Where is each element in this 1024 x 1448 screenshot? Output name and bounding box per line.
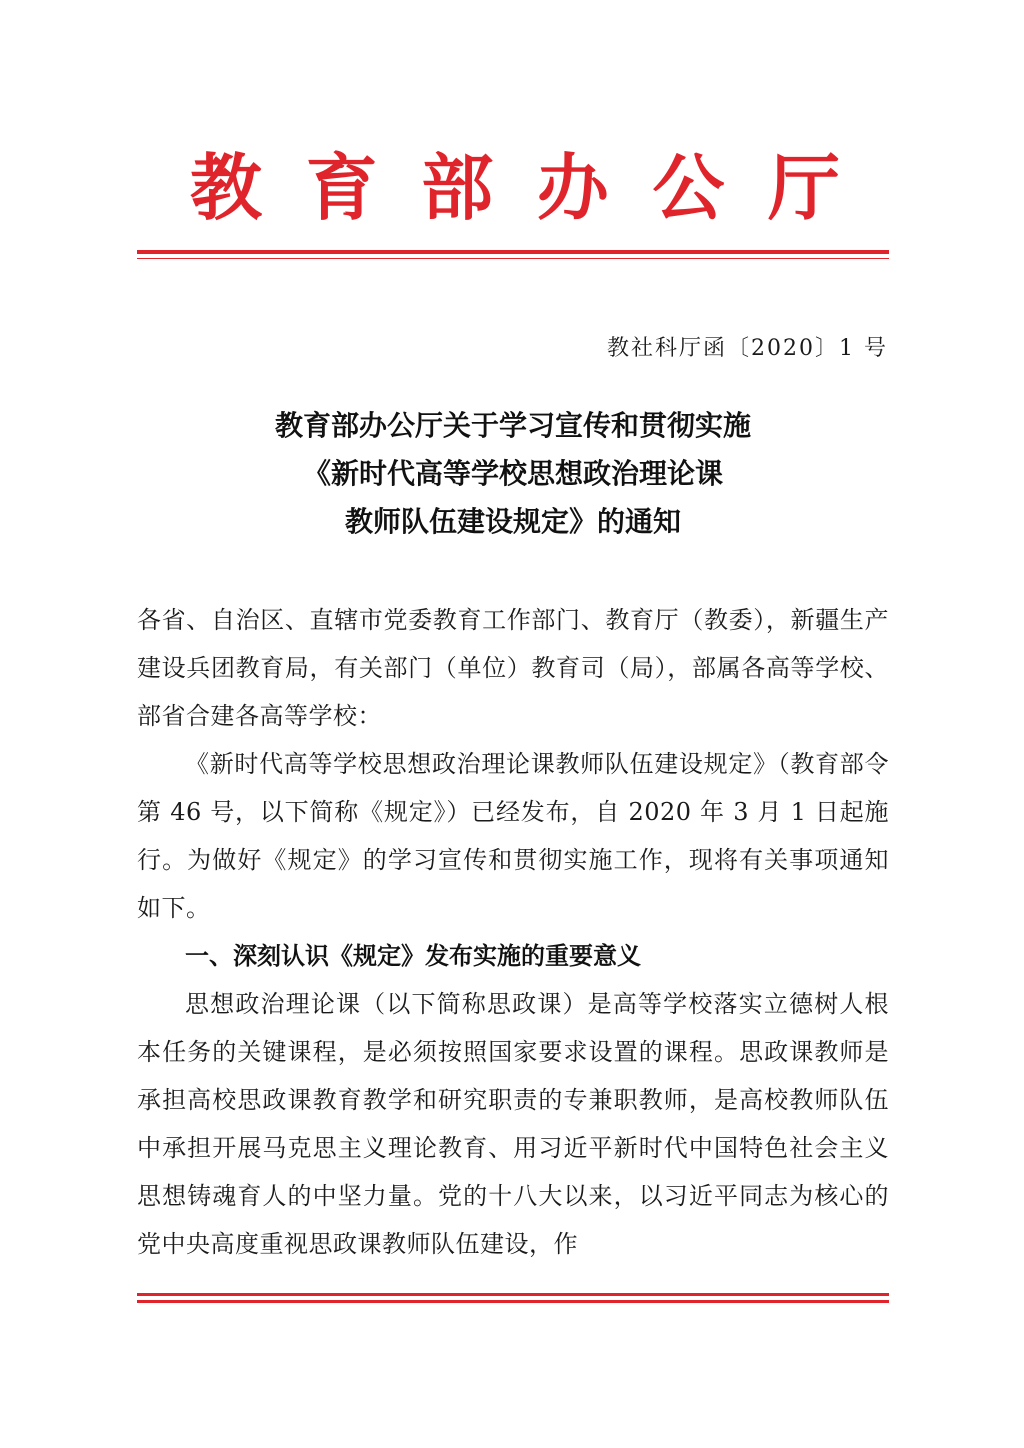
masthead-char: 公 [652, 146, 725, 230]
masthead [190, 148, 840, 228]
document-title [137, 402, 889, 546]
masthead-red-rule-thick [137, 250, 889, 254]
masthead-char: 部 [421, 146, 494, 230]
document-number: 教社科厅函〔2020〕1 号 [607, 336, 888, 361]
masthead-char: 厅 [767, 146, 840, 230]
masthead-char: 教 [190, 146, 263, 230]
document-body [137, 596, 889, 1268]
intro-paragraph: 《新时代高等学校思想政治理论课教师队伍建设规定》（教育部令第 46 号，以下简称《规定》）已经发布，自 2020 年 3 月 1 日起施行。为做好《规定》的学习宣传和贯彻实施工作，现将有关事项通知如下。 [137, 750, 889, 922]
title-line-3: 教师队伍建设规定》的通知 [344, 505, 681, 538]
footer-red-rule-top [137, 1293, 889, 1296]
section-1-paragraph: 思想政治理论课（以下简称思政课）是高等学校落实立德树人根本任务的关键课程，是必须按照国家要求设置的课程。思政课教师是承担高校思政课教育教学和研究职责的专兼职教师，是高校教师队伍中承担开展马克思主义理论教育、用习近平新时代中国特色社会主义思想铸魂育人的中坚力量。党的十八大以来，以习近平同志为核心的党中央高度重视思政课教师队伍建设，作 [137, 990, 889, 1258]
title-line-1: 教育部办公厅关于学习宣传和贯彻实施 [274, 409, 751, 442]
masthead-char: 育 [305, 146, 378, 230]
recipients-paragraph: 各省、自治区、直辖市党委教育工作部门、教育厅（教委），新疆生产建设兵团教育局，有关部门（单位）教育司（局），部属各高等学校、部省合建各高等学校： [137, 606, 889, 730]
masthead-red-rule-thin [137, 258, 889, 259]
masthead-char: 办 [536, 146, 609, 230]
title-line-2: 《新时代高等学校思想政治理论课 [302, 457, 723, 490]
footer-red-rule-bottom [137, 1300, 889, 1303]
section-1-heading: 一、深刻认识《规定》发布实施的重要意义 [185, 942, 641, 970]
